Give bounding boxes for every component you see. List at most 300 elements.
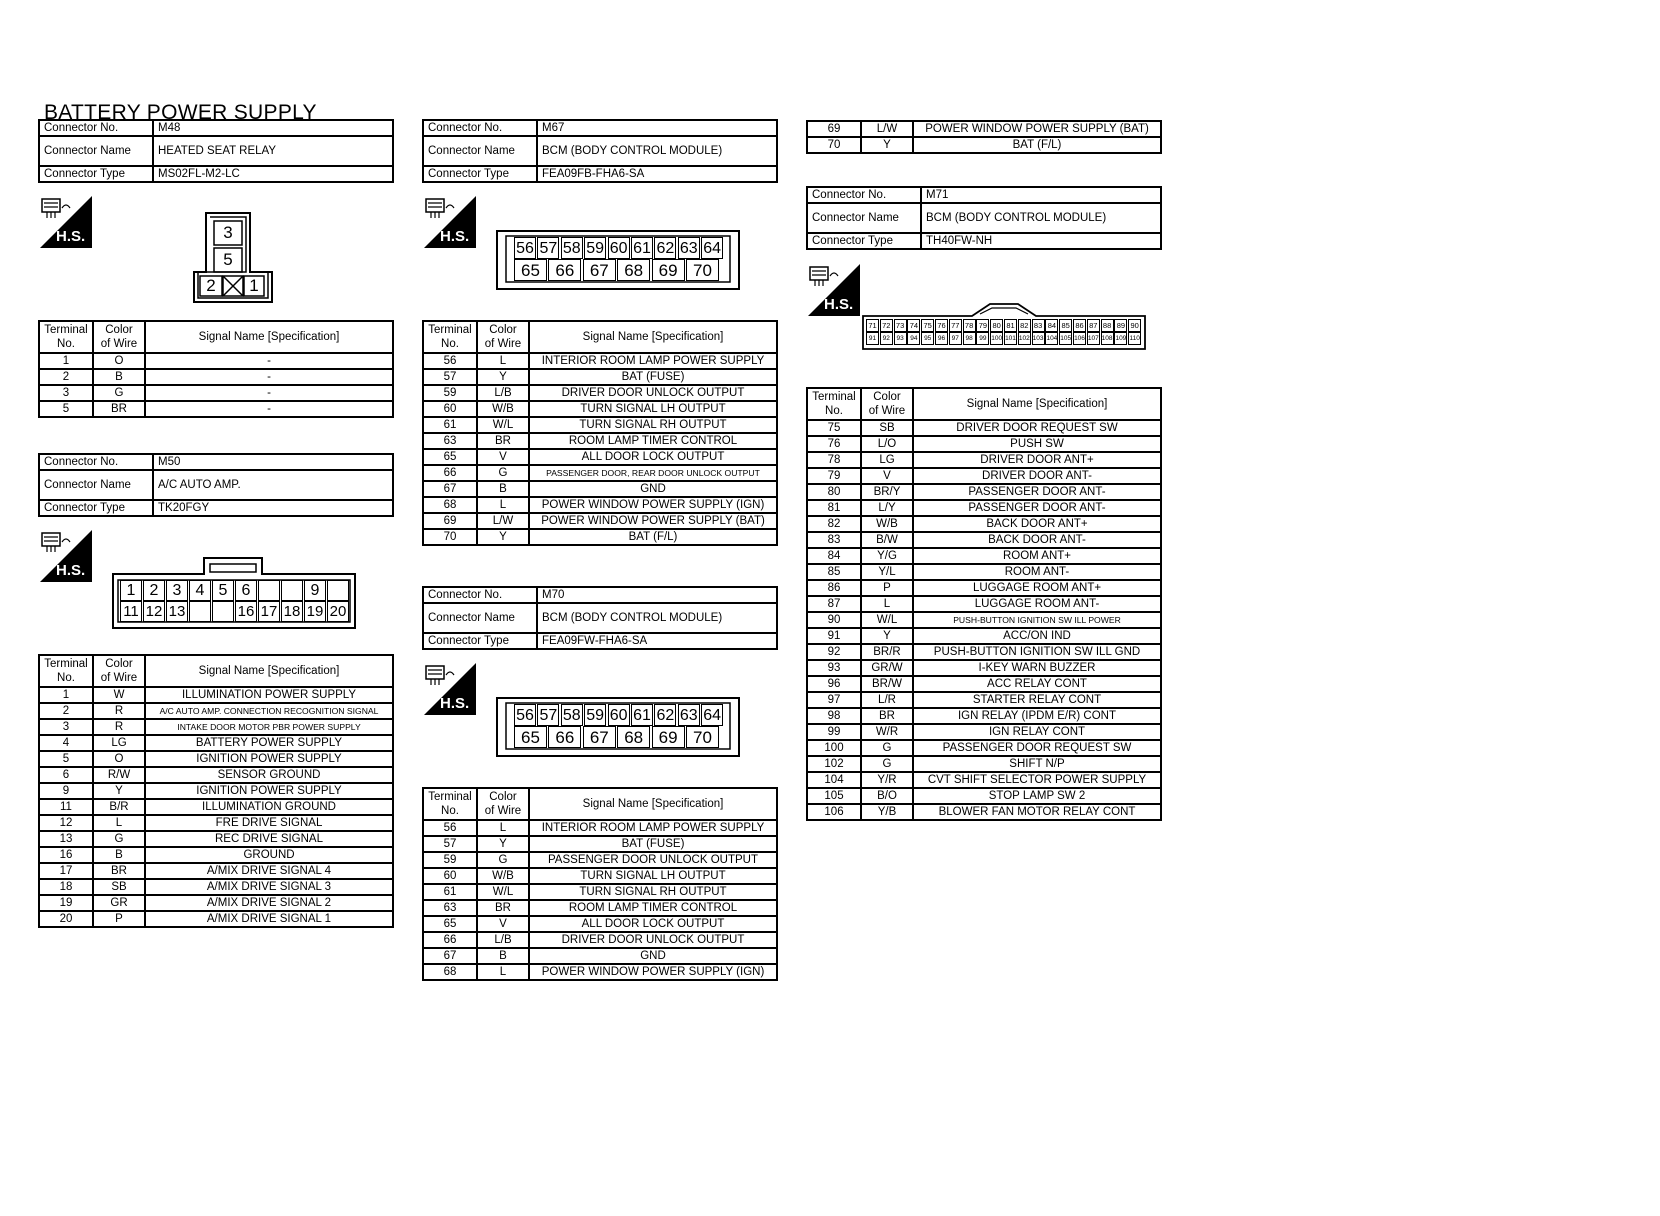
- wire-color: BR: [477, 900, 529, 916]
- wire-color: P: [93, 911, 145, 927]
- wire-color: Y: [93, 783, 145, 799]
- signal-name: A/MIX DRIVE SIGNAL 3: [145, 879, 393, 895]
- table-row: [807, 692, 1161, 708]
- wire-color: W/R: [861, 724, 913, 740]
- table-row: [423, 497, 777, 513]
- connector-pin: 9: [304, 580, 326, 601]
- wire-color: B: [477, 948, 529, 964]
- table-row: [423, 900, 777, 916]
- harness-side-icon: [38, 194, 94, 255]
- connector-pin: 57: [537, 704, 559, 726]
- wire-color: V: [477, 916, 529, 932]
- table-row: [807, 644, 1161, 660]
- connector-pin: 18: [281, 601, 303, 622]
- connector-pin: 83: [1032, 319, 1045, 332]
- signal-name: ALL DOOR LOCK OUTPUT: [529, 449, 777, 465]
- connector-no-label: Connector No.: [423, 587, 537, 603]
- terminal-no-header: Terminal No.: [807, 388, 861, 420]
- m48-signal-table: [38, 320, 394, 418]
- table-row: [807, 532, 1161, 548]
- connector-pin: 88: [1101, 319, 1114, 332]
- connector-pin: 63: [678, 237, 700, 259]
- terminal-no: 3: [39, 719, 93, 735]
- wire-color: W/L: [477, 884, 529, 900]
- connector-pin: 78: [963, 319, 976, 332]
- connector-pin: 13: [166, 601, 188, 622]
- table-header: [39, 321, 393, 353]
- connector-name-value: BCM (BODY CONTROL MODULE): [921, 203, 1161, 233]
- table-row: [39, 895, 393, 911]
- terminal-no: 80: [807, 484, 861, 500]
- connector-pin: 68: [617, 726, 650, 748]
- connector-pin: 60: [608, 704, 630, 726]
- wire-color: R: [93, 719, 145, 735]
- terminal-no: 59: [423, 385, 477, 401]
- table-row: [807, 436, 1161, 452]
- table-row: [423, 529, 777, 545]
- wire-color: GR: [93, 895, 145, 911]
- signal-name: PASSENGER DOOR UNLOCK OUTPUT: [529, 852, 777, 868]
- connector-pin: 63: [678, 704, 700, 726]
- connector-type-label: Connector Type: [39, 500, 153, 516]
- table-row: [39, 911, 393, 927]
- terminal-no: 66: [423, 932, 477, 948]
- signal-name: BACK DOOR ANT+: [913, 516, 1161, 532]
- wire-color: BR: [93, 401, 145, 417]
- signal-name: IGN RELAY (IPDM E/R) CONT: [913, 708, 1161, 724]
- table-row: [39, 703, 393, 719]
- wire-color: O: [93, 353, 145, 369]
- table-row: [423, 932, 777, 948]
- terminal-no: 9: [39, 783, 93, 799]
- connector-pin: 11: [120, 601, 142, 622]
- wire-color-header: Color of Wire: [477, 788, 529, 820]
- connector-pin: 103: [1032, 332, 1045, 345]
- signal-name: TURN SIGNAL RH OUTPUT: [529, 417, 777, 433]
- connector-name-label: Connector Name: [39, 136, 153, 166]
- table-row: [807, 756, 1161, 772]
- wire-color: BR/R: [861, 644, 913, 660]
- table-row: [423, 836, 777, 852]
- wire-color: W/B: [477, 868, 529, 884]
- terminal-no: 100: [807, 740, 861, 756]
- wire-color: L: [93, 815, 145, 831]
- table-row: [807, 804, 1161, 820]
- connector-name-value: HEATED SEAT RELAY: [153, 136, 393, 166]
- connector-pin: 94: [907, 332, 920, 345]
- harness-side-icon: [422, 194, 478, 255]
- terminal-no: 68: [423, 964, 477, 980]
- m67-connector-info: [422, 119, 778, 183]
- connector-name-label: Connector Name: [39, 470, 153, 500]
- signal-name: ROOM ANT-: [913, 564, 1161, 580]
- signal-name: ACC RELAY CONT: [913, 676, 1161, 692]
- terminal-no: 104: [807, 772, 861, 788]
- signal-name: PASSENGER DOOR ANT-: [913, 500, 1161, 516]
- connector-pin: 65: [514, 259, 547, 281]
- terminal-no: 57: [423, 836, 477, 852]
- table-row: [807, 468, 1161, 484]
- connector-type-value: FEA09FB-FHA6-SA: [537, 166, 777, 182]
- table-row: [39, 799, 393, 815]
- connector-name-value: BCM (BODY CONTROL MODULE): [537, 136, 777, 166]
- connector-pin: 87: [1087, 319, 1100, 332]
- table-row: [39, 783, 393, 799]
- terminal-no: 97: [807, 692, 861, 708]
- connector-pin: 99: [976, 332, 989, 345]
- terminal-no: 84: [807, 548, 861, 564]
- terminal-no: 61: [423, 417, 477, 433]
- connector-pin: 65: [514, 726, 547, 748]
- signal-name: BACK DOOR ANT-: [913, 532, 1161, 548]
- terminal-no: 17: [39, 863, 93, 879]
- signal-name: INTERIOR ROOM LAMP POWER SUPPLY: [529, 820, 777, 836]
- connector-pin: 69: [652, 259, 685, 281]
- signal-name: ROOM ANT+: [913, 548, 1161, 564]
- terminal-no: 90: [807, 612, 861, 628]
- table-row: [423, 353, 777, 369]
- wire-color: SB: [861, 420, 913, 436]
- table-row: [423, 465, 777, 481]
- connector-pin: 91: [866, 332, 879, 345]
- connector-pin: 100: [990, 332, 1003, 345]
- signal-name: DRIVER DOOR ANT-: [913, 468, 1161, 484]
- wire-color: Y: [477, 836, 529, 852]
- terminal-no: 3: [39, 385, 93, 401]
- wire-color: BR: [93, 863, 145, 879]
- connector-no-label: Connector No.: [807, 187, 921, 203]
- table-row: [807, 596, 1161, 612]
- wire-color-header: Color of Wire: [93, 321, 145, 353]
- table-row: [39, 815, 393, 831]
- terminal-no: 65: [423, 916, 477, 932]
- wire-color: W/L: [477, 417, 529, 433]
- terminal-no: 91: [807, 628, 861, 644]
- connector-type-value: FEA09FW-FHA6-SA: [537, 633, 777, 649]
- wire-color: G: [861, 756, 913, 772]
- connector-no-value: M48: [153, 120, 393, 136]
- signal-name: BLOWER FAN MOTOR RELAY CONT: [913, 804, 1161, 820]
- signal-name: LUGGAGE ROOM ANT+: [913, 580, 1161, 596]
- connector-pin: [212, 601, 234, 622]
- table-row: [423, 964, 777, 980]
- table-row: [807, 772, 1161, 788]
- signal-name: LUGGAGE ROOM ANT-: [913, 596, 1161, 612]
- terminal-no: 69: [807, 121, 861, 137]
- wire-color: LG: [93, 735, 145, 751]
- wire-color: Y/R: [861, 772, 913, 788]
- table-row: [423, 916, 777, 932]
- table-row: [39, 401, 393, 417]
- signal-name: POWER WINDOW POWER SUPPLY (IGN): [529, 497, 777, 513]
- signal-name: FRE DRIVE SIGNAL: [145, 815, 393, 831]
- table-row: [39, 831, 393, 847]
- wire-color: G: [477, 465, 529, 481]
- wire-color: O: [93, 751, 145, 767]
- connector-pin: 4: [189, 580, 211, 601]
- signal-name-header: Signal Name [Specification]: [529, 788, 777, 820]
- connector-pin: 105: [1059, 332, 1072, 345]
- signal-name: DRIVER DOOR UNLOCK OUTPUT: [529, 932, 777, 948]
- table-row: [807, 564, 1161, 580]
- connector-pin: 59: [584, 704, 606, 726]
- terminal-no: 16: [39, 847, 93, 863]
- wire-color: L: [477, 497, 529, 513]
- wire-color: BR: [861, 708, 913, 724]
- terminal-no-header: Terminal No.: [39, 321, 93, 353]
- table-header: [423, 788, 777, 820]
- wire-color: B: [93, 369, 145, 385]
- connector-pin: 61: [631, 704, 653, 726]
- wire-color: G: [861, 740, 913, 756]
- signal-name: -: [145, 353, 393, 369]
- signal-name: ILLUMINATION GROUND: [145, 799, 393, 815]
- signal-name: ILLUMINATION POWER SUPPLY: [145, 687, 393, 703]
- table-header: [423, 321, 777, 353]
- connector-no-label: Connector No.: [39, 120, 153, 136]
- connector-pin: 72: [880, 319, 893, 332]
- terminal-no: 67: [423, 948, 477, 964]
- signal-name: A/C AUTO AMP. CONNECTION RECOGNITION SIGNAL: [145, 703, 393, 719]
- table-row: [39, 847, 393, 863]
- connector-pin: 60: [608, 237, 630, 259]
- signal-name: ACC/ON IND: [913, 628, 1161, 644]
- table-row: [423, 820, 777, 836]
- terminal-no: 6: [39, 767, 93, 783]
- wire-color: Y: [861, 137, 913, 153]
- connector-pin: 97: [949, 332, 962, 345]
- terminal-no: 20: [39, 911, 93, 927]
- terminal-no: 2: [39, 703, 93, 719]
- terminal-no: 2: [39, 369, 93, 385]
- terminal-no: 78: [807, 452, 861, 468]
- wire-color: G: [93, 831, 145, 847]
- terminal-no: 96: [807, 676, 861, 692]
- signal-name: CVT SHIFT SELECTOR POWER SUPPLY: [913, 772, 1161, 788]
- signal-name: PUSH-BUTTON IGNITION SW ILL GND: [913, 644, 1161, 660]
- connector-pin: 66: [548, 259, 581, 281]
- connector-pin: 67: [583, 726, 616, 748]
- m71-connector-face: [862, 302, 1146, 350]
- signal-name: TURN SIGNAL LH OUTPUT: [529, 401, 777, 417]
- table-row: [423, 868, 777, 884]
- harness-side-icon: [422, 661, 478, 722]
- table-row: [423, 449, 777, 465]
- connector-pin: 82: [1018, 319, 1031, 332]
- connector-pin: 17: [258, 601, 280, 622]
- connector-pin: [281, 580, 303, 601]
- connector-pin: 62: [654, 704, 676, 726]
- connector-pin: 106: [1073, 332, 1086, 345]
- terminal-no-header: Terminal No.: [423, 788, 477, 820]
- connector-name-label: Connector Name: [423, 136, 537, 166]
- table-row: [423, 884, 777, 900]
- connector-pin: 59: [584, 237, 606, 259]
- table-row: [39, 767, 393, 783]
- connector-pin: 56: [514, 237, 536, 259]
- wire-color: R: [93, 703, 145, 719]
- m48-pin: 2: [206, 276, 216, 295]
- connector-pin: 56: [514, 704, 536, 726]
- m48-pin: 1: [249, 276, 259, 295]
- connector-pin: 89: [1114, 319, 1127, 332]
- connector-pin: 80: [990, 319, 1003, 332]
- terminal-no: 11: [39, 799, 93, 815]
- table-row: [423, 385, 777, 401]
- signal-name: PUSH-BUTTON IGNITION SW ILL POWER: [913, 612, 1161, 628]
- wire-color: SB: [93, 879, 145, 895]
- wire-color: L/W: [477, 513, 529, 529]
- table-row: [807, 137, 1161, 153]
- wire-color: W/B: [477, 401, 529, 417]
- table-row: [423, 417, 777, 433]
- terminal-no: 63: [423, 900, 477, 916]
- wire-color: W/L: [861, 612, 913, 628]
- connector-pin: 66: [548, 726, 581, 748]
- terminal-no: 13: [39, 831, 93, 847]
- terminal-no: 76: [807, 436, 861, 452]
- terminal-no: 1: [39, 687, 93, 703]
- connector-pin: 71: [866, 319, 879, 332]
- connector-pin: 58: [561, 704, 583, 726]
- table-row: [39, 751, 393, 767]
- table-row: [807, 580, 1161, 596]
- signal-name: PASSENGER DOOR REQUEST SW: [913, 740, 1161, 756]
- wire-color-header: Color of Wire: [477, 321, 529, 353]
- table-row: [807, 420, 1161, 436]
- wire-color: Y/L: [861, 564, 913, 580]
- connector-pin: 84: [1045, 319, 1058, 332]
- wire-color: L: [861, 596, 913, 612]
- connector-pin: 6: [235, 580, 257, 601]
- wire-color: Y/G: [861, 548, 913, 564]
- connector-pin: [189, 601, 211, 622]
- hs-label: H.S.: [56, 228, 86, 245]
- m70-signal-table: [422, 787, 778, 981]
- connector-pin: 109: [1114, 332, 1127, 345]
- wire-color: B/R: [93, 799, 145, 815]
- table-row: [39, 719, 393, 735]
- terminal-no: 5: [39, 401, 93, 417]
- signal-name: IGNITION POWER SUPPLY: [145, 783, 393, 799]
- signal-name: I-KEY WARN BUZZER: [913, 660, 1161, 676]
- connector-pin: 70: [686, 726, 719, 748]
- connector-pin: 101: [1004, 332, 1017, 345]
- terminal-no: 5: [39, 751, 93, 767]
- signal-name: GROUND: [145, 847, 393, 863]
- signal-name: GND: [529, 481, 777, 497]
- wire-color: LG: [861, 452, 913, 468]
- m48-pin: 3: [223, 223, 233, 242]
- terminal-no: 92: [807, 644, 861, 660]
- connector-no-value: M71: [921, 187, 1161, 203]
- terminal-no: 79: [807, 468, 861, 484]
- signal-name: ALL DOOR LOCK OUTPUT: [529, 916, 777, 932]
- wire-color: L: [477, 820, 529, 836]
- connector-pin: 20: [327, 601, 349, 622]
- connector-pin: 1: [120, 580, 142, 601]
- terminal-no: 70: [807, 137, 861, 153]
- wire-color: W: [93, 687, 145, 703]
- table-row: [423, 369, 777, 385]
- table-row: [39, 353, 393, 369]
- table-row: [807, 452, 1161, 468]
- connector-pin: 57: [537, 237, 559, 259]
- m48-connector-info: [38, 119, 394, 183]
- table-row: [423, 948, 777, 964]
- terminal-no: 59: [423, 852, 477, 868]
- wire-color: V: [477, 449, 529, 465]
- signal-name: ROOM LAMP TIMER CONTROL: [529, 433, 777, 449]
- table-row: [807, 628, 1161, 644]
- wire-color: G: [477, 852, 529, 868]
- terminal-no: 106: [807, 804, 861, 820]
- wire-color: L: [477, 964, 529, 980]
- connector-no-label: Connector No.: [423, 120, 537, 136]
- terminal-no: 81: [807, 500, 861, 516]
- connector-pin: 79: [976, 319, 989, 332]
- hs-label: H.S.: [824, 296, 854, 313]
- page-title: BATTERY POWER SUPPLY: [44, 101, 317, 124]
- terminal-no: 57: [423, 369, 477, 385]
- connector-pin: 69: [652, 726, 685, 748]
- signal-name: TURN SIGNAL RH OUTPUT: [529, 884, 777, 900]
- table-row: [807, 516, 1161, 532]
- connector-pin: 95: [921, 332, 934, 345]
- connector-pin: 107: [1087, 332, 1100, 345]
- m71-signal-table: [806, 387, 1162, 821]
- wire-color-header: Color of Wire: [93, 655, 145, 687]
- m71-connector-info: [806, 186, 1162, 250]
- wire-color-header: Color of Wire: [861, 388, 913, 420]
- hs-label: H.S.: [440, 228, 470, 245]
- connector-pin: 90: [1128, 319, 1141, 332]
- table-row: [423, 433, 777, 449]
- signal-name-header: Signal Name [Specification]: [145, 321, 393, 353]
- terminal-no: 61: [423, 884, 477, 900]
- connector-pin: 62: [654, 237, 676, 259]
- harness-side-icon: [806, 262, 862, 323]
- connector-pin: 68: [617, 259, 650, 281]
- signal-name: -: [145, 401, 393, 417]
- connector-type-value: MS02FL-M2-LC: [153, 166, 393, 182]
- table-row: [807, 548, 1161, 564]
- signal-name: PASSENGER DOOR ANT-: [913, 484, 1161, 500]
- hs-label: H.S.: [440, 695, 470, 712]
- terminal-no: 93: [807, 660, 861, 676]
- wire-color: B/O: [861, 788, 913, 804]
- table-row: [807, 724, 1161, 740]
- table-row: [807, 121, 1161, 137]
- signal-name: TURN SIGNAL LH OUTPUT: [529, 868, 777, 884]
- wire-color: B: [477, 481, 529, 497]
- m70-continued-table: [806, 120, 1162, 154]
- connector-pin: 92: [880, 332, 893, 345]
- m70-connector-info: [422, 586, 778, 650]
- connector-pin: [327, 580, 349, 601]
- wire-color: W/B: [861, 516, 913, 532]
- connector-pin: 110: [1128, 332, 1141, 345]
- table-row: [807, 788, 1161, 804]
- signal-name: -: [145, 385, 393, 401]
- connector-pin: 19: [304, 601, 326, 622]
- table-row: [39, 735, 393, 751]
- terminal-no: 19: [39, 895, 93, 911]
- wire-color: L/B: [477, 932, 529, 948]
- terminal-no: 65: [423, 449, 477, 465]
- connector-name-label: Connector Name: [807, 203, 921, 233]
- terminal-no: 87: [807, 596, 861, 612]
